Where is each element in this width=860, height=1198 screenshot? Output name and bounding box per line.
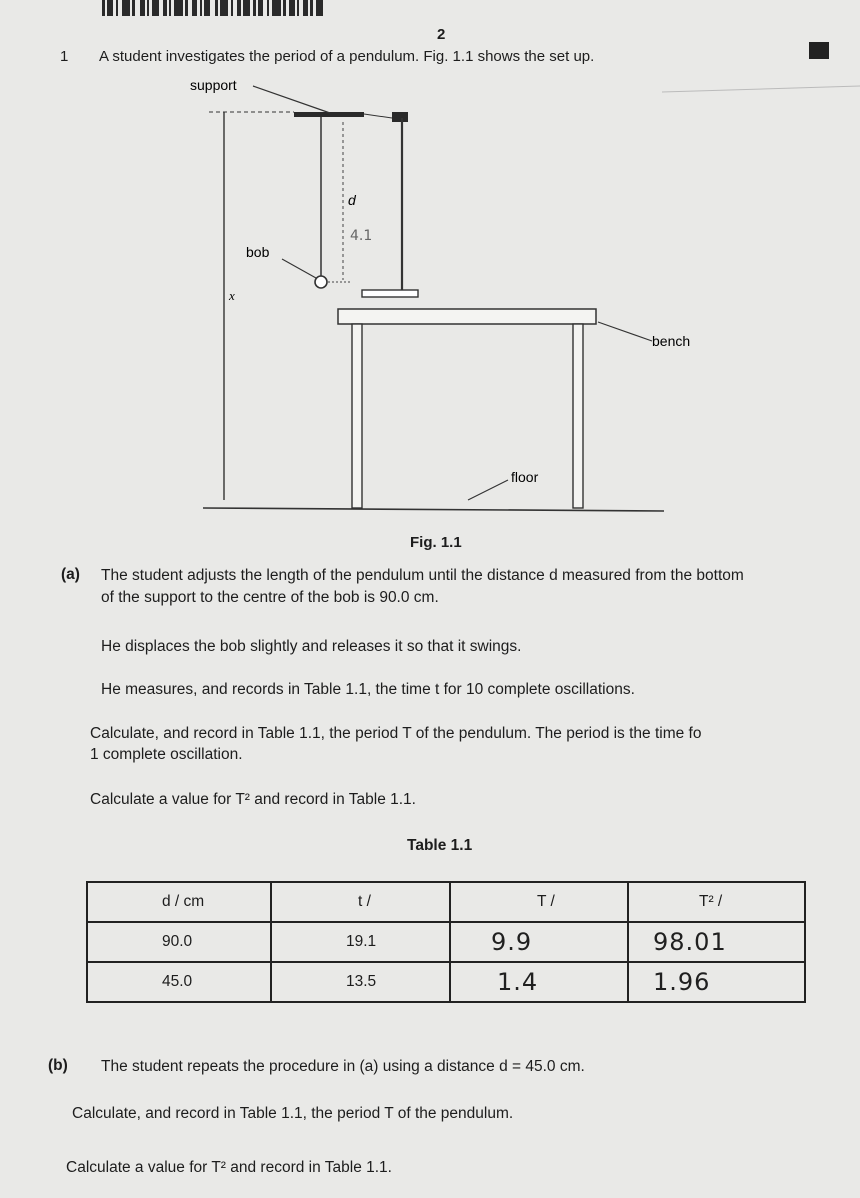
part-b-label: (b) [48,1057,68,1074]
label-support: support [190,77,237,93]
bench-leg-right [573,324,583,508]
header-T: T / [450,882,628,922]
label-bob: bob [246,244,270,260]
part-b-line-1: The student repeats the procedure in (a) using a distance d = 45.0 cm. [101,1058,585,1075]
part-b-line-2: Calculate, and record in Table 1.1, the period T of the pendulum. [72,1105,514,1122]
handwritten-mark: 4.1 [350,228,373,244]
label-x: x [229,288,235,303]
cell-d: 45.0 [87,962,271,1002]
bob-leader-line [282,259,316,278]
label-floor: floor [511,469,539,485]
part-a-line-5: Calculate, and record in Table 1.1, the period T of the pendulum. The period is the time fo [90,725,702,742]
table-row [87,922,805,962]
cell-T-squared-handwritten: 98.01 [628,922,805,962]
results-table [86,881,806,1003]
part-a-line-1: The student adjusts the length of the pendulum until the distance d measured from the bottom [101,567,744,584]
header-d: d / cm [87,882,271,922]
stand-base [362,290,418,297]
cell-t: 19.1 [271,922,450,962]
part-a-line-3: He displaces the bob slightly and releases it so that it swings. [101,638,522,655]
header-t: t / [271,882,450,922]
support-leader-line [253,86,330,113]
part-a-line-7: Calculate a value for T² and record in Table 1.1. [90,791,416,808]
cell-T-handwritten: 1.4 [450,962,628,1002]
floor-line [203,508,664,511]
floor-leader-line [468,480,508,500]
cell-t: 13.5 [271,962,450,1002]
label-bench: bench [652,333,691,349]
page-number: 2 [437,26,446,43]
cell-T-squared-handwritten: 1.96 [628,962,805,1002]
table-header-row [87,882,805,922]
part-a-line-2: of the support to the centre of the bob is 90.0 cm. [101,589,439,606]
bench-leg-left [352,324,362,508]
part-b-line-3: Calculate a value for T² and record in Table 1.1. [66,1159,392,1176]
cell-T-handwritten: 9.9 [450,922,628,962]
bench-top [338,309,596,324]
header-T-squared: T² / [628,882,805,922]
cell-d: 90.0 [87,922,271,962]
part-a-line-4: He measures, and records in Table 1.1, the time t for 10 complete oscillations. [101,681,635,698]
stray-line [662,86,860,92]
part-a-line-6: 1 complete oscillation. [90,746,243,763]
clamp [392,112,408,122]
top-reference-line-right [364,114,392,118]
bench-leader-line [598,322,652,341]
pendulum-figure [0,0,860,560]
pendulum-bob [315,276,327,288]
question-intro: A student investigates the period of a pendulum. Fig. 1.1 shows the set up. [99,48,595,65]
label-d: d [348,192,356,208]
part-a-label: (a) [61,566,80,583]
table-row [87,962,805,1002]
table-title: Table 1.1 [407,837,473,854]
figure-caption: Fig. 1.1 [410,534,462,551]
question-number: 1 [60,48,69,65]
